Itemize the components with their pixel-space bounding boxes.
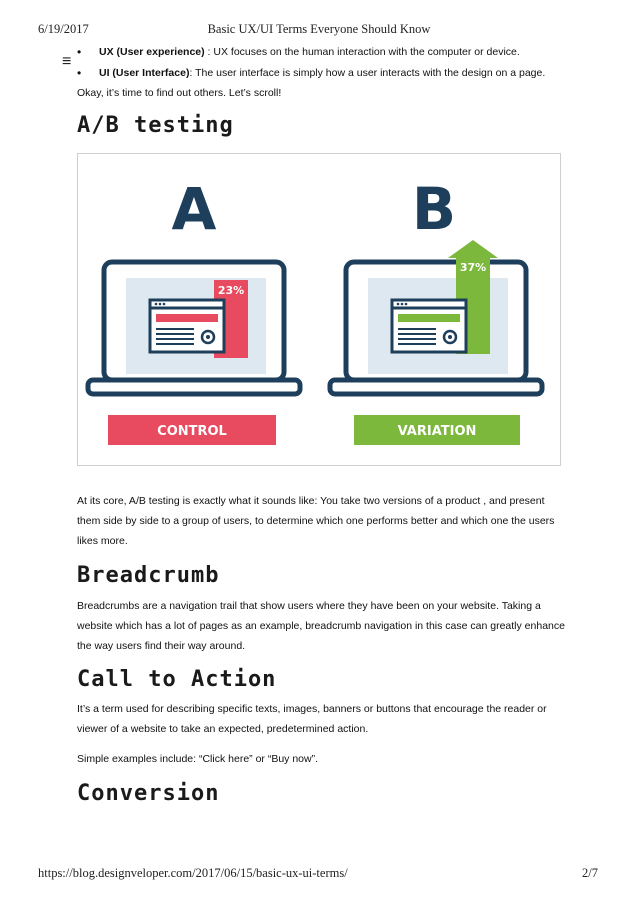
term-list xyxy=(77,42,567,84)
term-ux: UX (User experience) xyxy=(99,46,205,58)
page-footer xyxy=(0,866,638,880)
source-url[interactable]: https://blog.designveloper.com/2017/06/15/basic-ux-ui-terms/ xyxy=(38,866,348,880)
term-ui: UI (User Interface) xyxy=(99,67,190,79)
control-label: CONTROL xyxy=(157,424,227,439)
variation-percent: 37% xyxy=(459,261,487,274)
heading-breadcrumb: Breadcrumb xyxy=(77,563,220,588)
heading-conversion: Conversion xyxy=(77,781,220,806)
intro-text: Okay, it’s time to find out others. Let’s scroll! xyxy=(77,87,282,99)
letter-b: B xyxy=(411,175,457,243)
term-ui-desc: : The user interface is simply how a user interacts with the design on a page. xyxy=(189,67,546,79)
cta-body: It’s a term used for describing specific texts, images, banners or buttons that encourage the reader or viewer of a website to take an expected, predetermined action. xyxy=(77,703,547,735)
print-date: 6/19/2017 xyxy=(38,22,89,36)
hamburger-menu-icon[interactable]: ≡ xyxy=(62,53,72,70)
term-ux-desc: : UX focuses on the human interaction with the computer or device. xyxy=(204,46,520,58)
control-percent: 23% xyxy=(217,284,245,297)
ab-testing-illustration xyxy=(77,153,561,466)
cta-examples: Simple examples include: “Click here” or “Buy now”. xyxy=(77,753,319,765)
page-number: 2/7 xyxy=(582,866,598,880)
heading-ab-testing: A/B testing xyxy=(77,113,234,138)
variation-label: VARIATION xyxy=(397,424,477,439)
ab-testing-body: At its core, A/B testing is exactly what it sounds like: You take two versions of a product , and present them side by side to a group of users, to determine which one performs better and which one the users likes more. xyxy=(77,495,555,547)
list-item xyxy=(77,42,567,63)
breadcrumb-body: Breadcrumbs are a navigation trail that show users where they have been on your website. Taking a website which has a lot of pages as an example, breadcrumb navigation in this case can greatly enhance the way users find their way around. xyxy=(77,600,565,652)
ab-illustration-svg xyxy=(78,154,560,465)
laptop-a-icon xyxy=(88,262,300,394)
list-item xyxy=(77,63,567,84)
laptop-b-icon xyxy=(330,240,542,394)
heading-call-to-action: Call to Action xyxy=(77,667,277,692)
intro-block xyxy=(77,42,567,103)
letter-a: A xyxy=(171,175,217,243)
page-header xyxy=(0,22,638,36)
document-title: Basic UX/UI Terms Everyone Should Know xyxy=(207,22,431,36)
